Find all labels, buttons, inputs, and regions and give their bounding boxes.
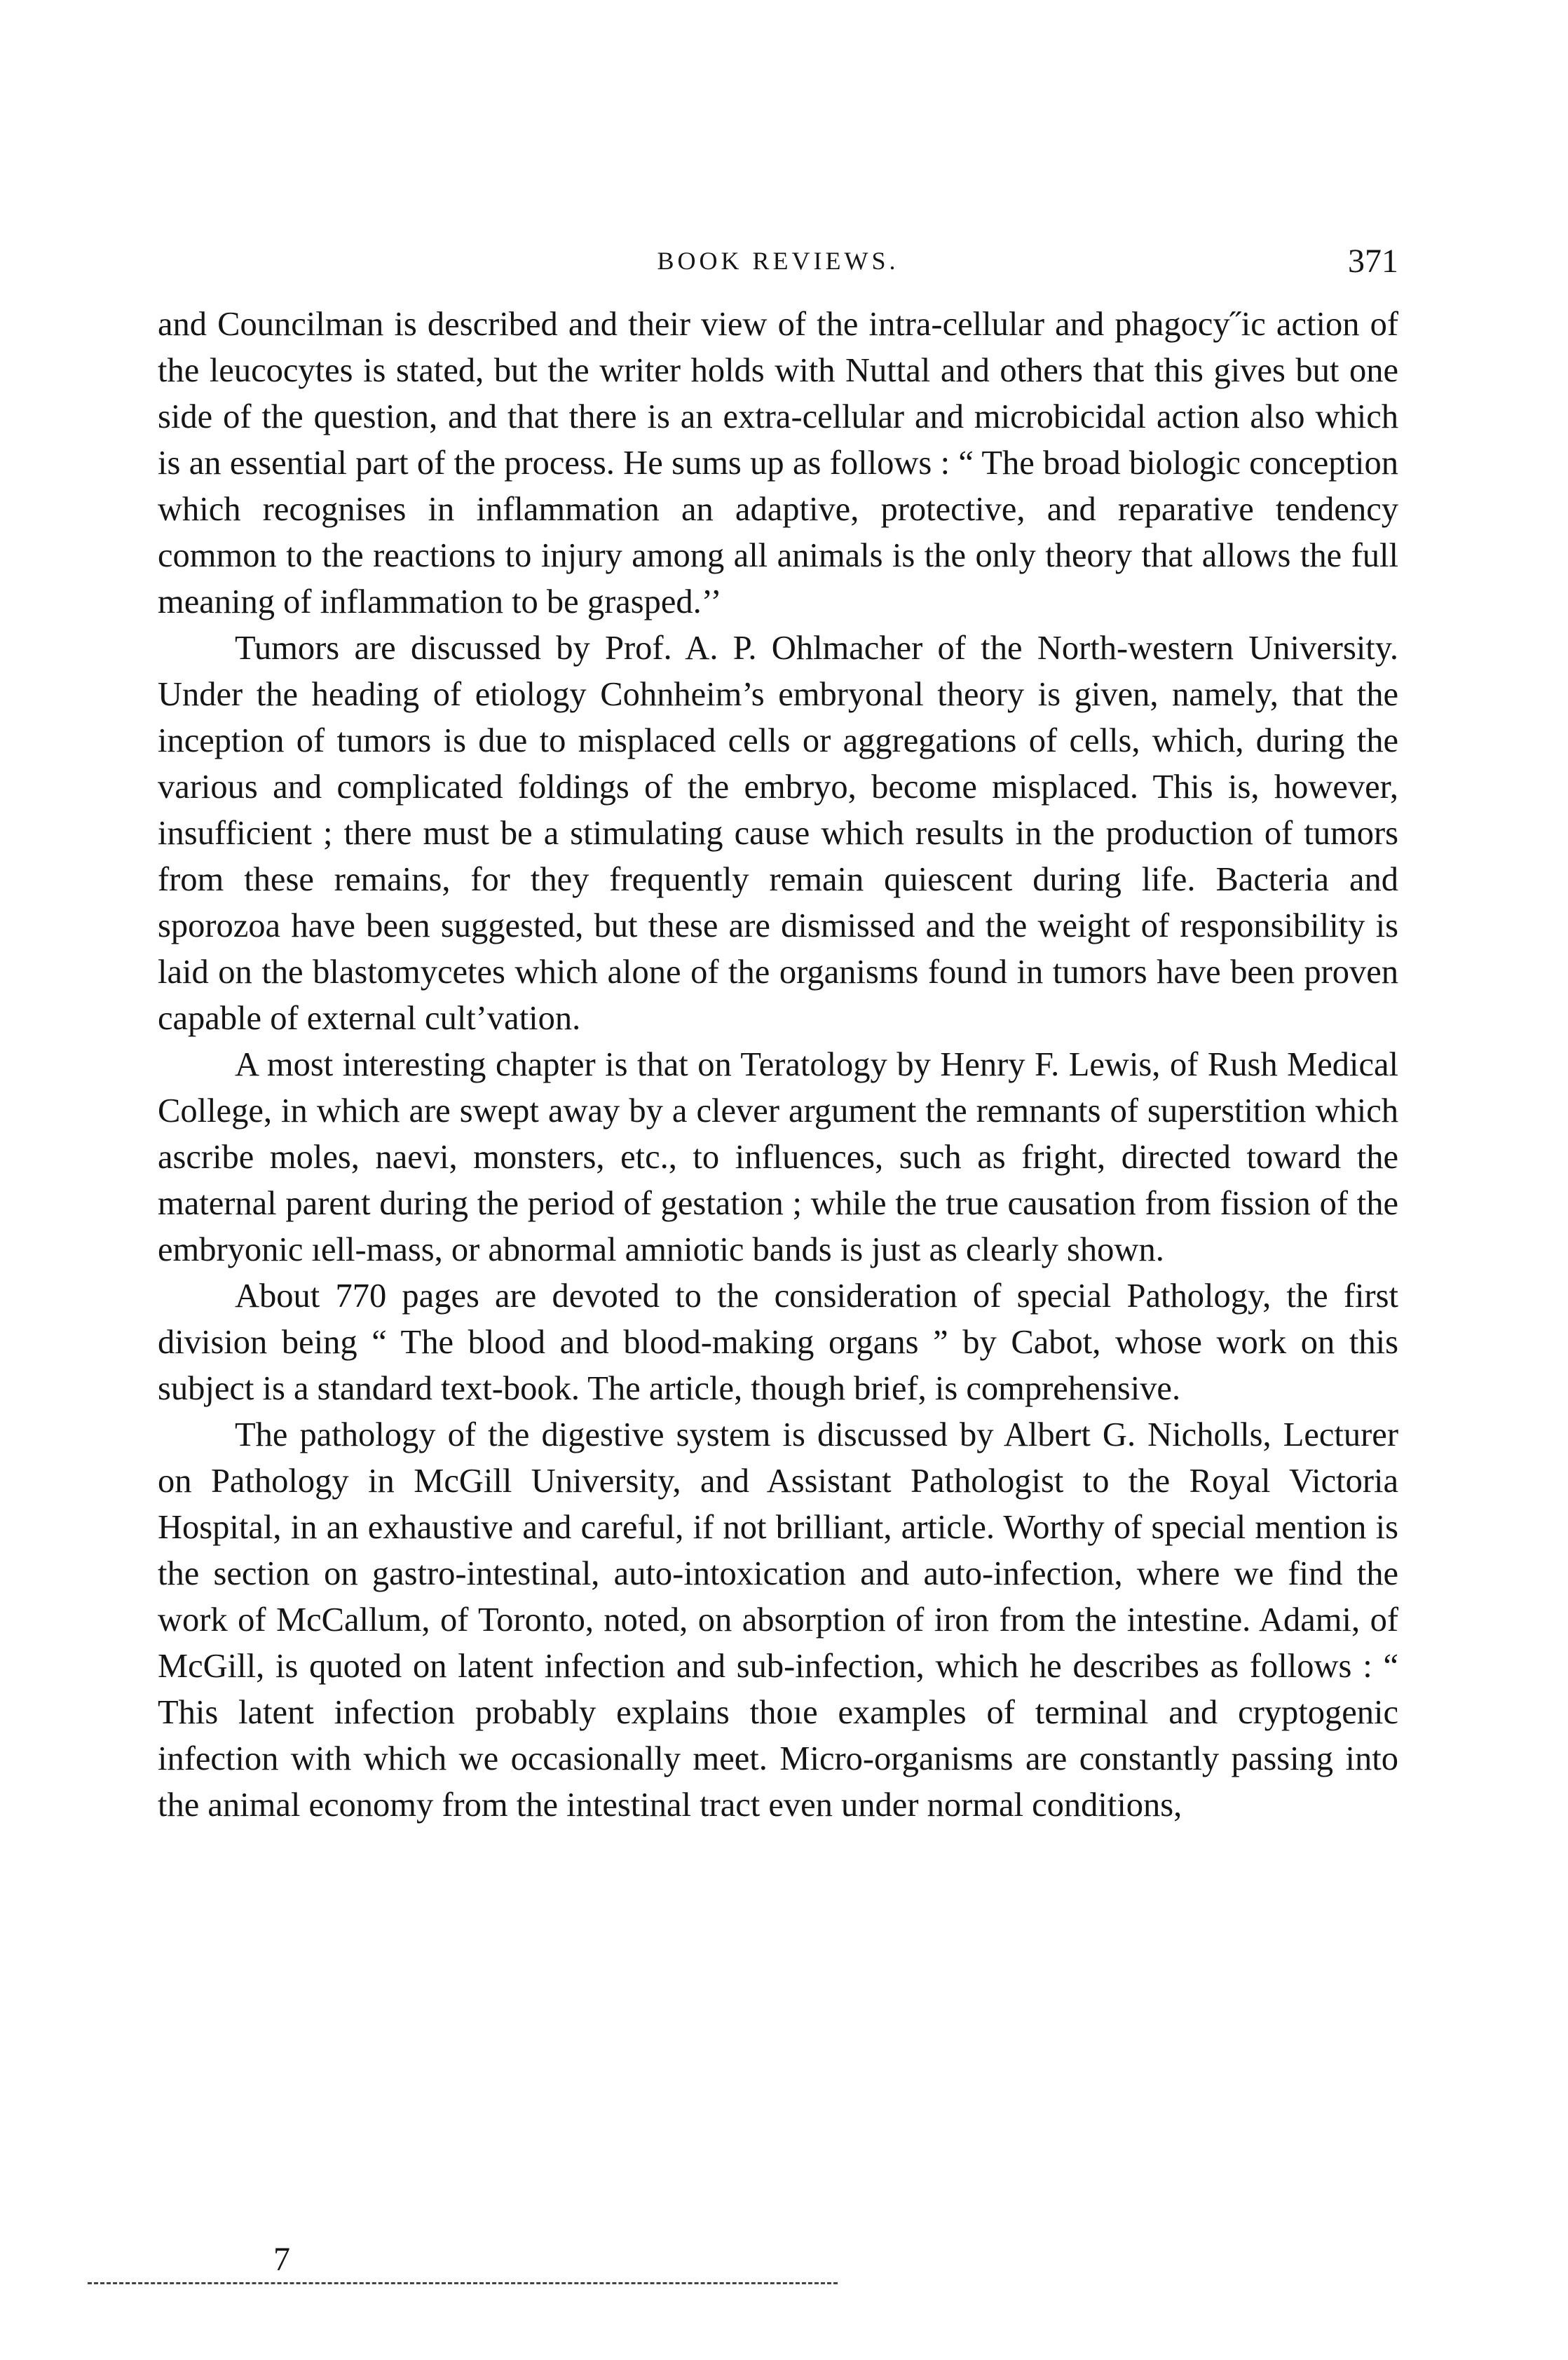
body-text [158,301,1398,1829]
signature-mark: 7 [273,2241,290,2278]
page-footer [88,2240,838,2289]
footer-rule [88,2282,838,2284]
paragraph: A most interesting chapter is that on Teratology by Henry F. Lewis, of Rush Medical College, in which are swept away by a clever argument the remnants of superstition which ascribe moles, naevi, monsters, etc., to influences, such as fright, directed toward the maternal parent during the period of gestation ; while the true causation from fission of the embryonic ıell-mass, or abnormal amniotic bands is just as clearly shown. [158,1046,1398,1268]
paragraph: The pathology of the digestive system is discussed by Albert G. Nicholls, Lecturer on Pathology in McGill University, and Assistant Pathologist to the Royal Victoria Hospital, in an exhaustive and careful, if not brilliant, article. Worthy of special mention is the section on gastro-intestinal, auto-intoxication and auto-infection, where we find the work of McCallum, of Toronto, noted, on absorption of iron from the intestine. Adami, of McGill, is quoted on latent infection and sub-infection, which he describes as follows : “ This latent infection probably explains thoıe examples of terminal and cryptogenic infection with which we occasionally meet. Micro-organisms are constantly passing into the animal economy from the intestinal tract even under normal conditions, [158,1416,1398,1824]
running-head [158,242,1398,284]
paragraph: Tumors are discussed by Prof. A. P. Ohlmacher of the North-western University. Under the heading of etiology Cohnheim’s embryonal theory is given, namely, that the inception of tumors is due to misplaced cells or aggregations of cells, which, during the various and complicated foldings of the embryo, become misplaced. This is, however, insufficient ; there must be a stimulating cause which results in the production of tumors from these remains, for they frequently remain quiescent during life. Bacteria and sporozoa have been suggested, but these are dismissed and the weight of responsibility is laid on the blastomycetes which alone of the organisms found in tumors have been proven capable of external cult’vation. [158,630,1398,1037]
page-number: 371 [1348,243,1398,280]
paragraph: and Councilman is described and their view of the intra-cellular and phagocy˝ic action of the leucocytes is stated, but the writer holds with Nuttal and others that this gives but one side of the question, and that there is an extra-cellular and microbicidal action also which is an essential part of the process. He sums up as follows : “ The broad biologic conception which recognises in inflammation an adaptive, protective, and reparative tendency common to the reactions to injury among all animals is the only theory that allows the full meaning of inflammation to be grasped.’’ [158,306,1398,620]
running-title: BOOK REVIEWS. [657,247,899,275]
paragraph: About 770 pages are devoted to the consideration of special Pathology, the first division being “ The blood and blood-making organs ” by Cabot, whose work on this subject is a standard text-book. The article, though brief, is comprehensive. [158,1277,1398,1407]
